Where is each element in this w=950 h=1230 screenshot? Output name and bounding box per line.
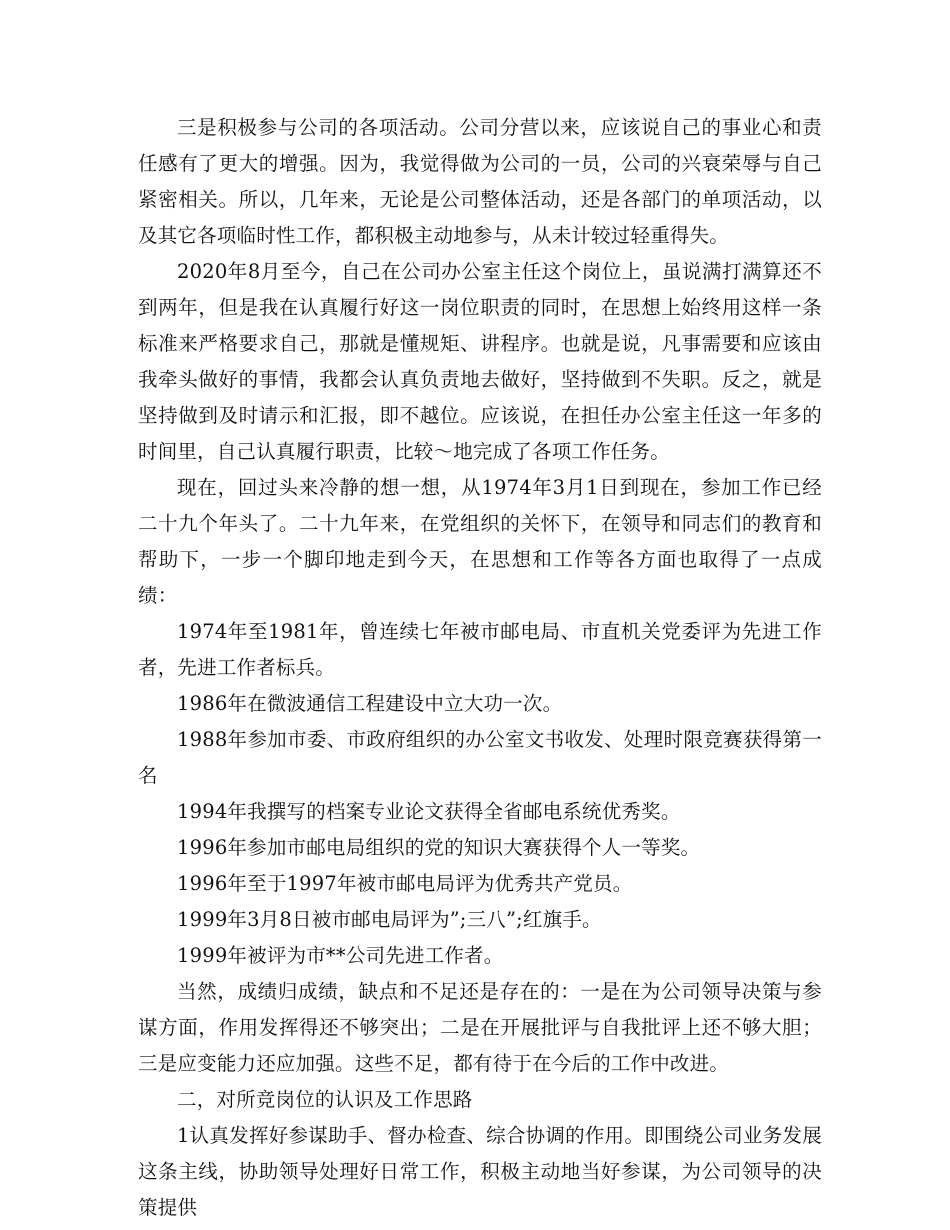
list-item: 1986年在微波通信工程建设中立大功一次。 xyxy=(177,692,563,715)
list-item: 1999年3月8日被市邮电局评为”;三八”;红旗手。 xyxy=(177,908,602,931)
paragraph-activities: 三是积极参与公司的各项活动。公司分营以来，应该说自己的事业心和责任感有了更大的增强。因为，我觉得做为公司的一员，公司的兴衰荣辱与自己紧密相关。所以，几年来，无论是公司整体活动，还是各部门的单项活动，以及其它各项临时性工作，都积极主动地参与，从未计较过轻重得失。 xyxy=(138,116,822,247)
list-item: 1996年至于1997年被市邮电局评为优秀共产党员。 xyxy=(177,872,633,895)
list-item: 1999年被评为市**公司先进工作者。 xyxy=(177,944,504,967)
paragraph-achievements-intro: 现在，回过头来冷静的想一想，从1974年3月1日到现在，参加工作已经二十九个年头了。二十九年来，在党组织的关怀下，在领导和同志们的教育和帮助下，一步一个脚印地走到今天，在思想和工作等各方面也取得了一点成绩： xyxy=(138,476,822,607)
list-item: 1996年参加市邮电局组织的党的知识大赛获得个人一等奖。 xyxy=(177,836,701,859)
paragraph-office-director: 2020年8月至今，自己在公司办公室主任这个岗位上，虽说满打满算还不到两年，但是我在认真履行好这一岗位职责的同时，在思想上始终用这样一条标准来严格要求自己，那就是懂规矩、讲程序。也就是说，凡事需要和应该由我牵头做好的事情，我都会认真负责地去做好，坚持做到不失职。反之，就是坚持做到及时请示和汇报，即不越位。应该说，在担任办公室主任这一年多的时间里，自己认真履行职责，比较～地完成了各项工作任务。 xyxy=(138,260,822,463)
paragraph-shortcomings: 当然，成绩归成绩，缺点和不足还是存在的：一是在为公司领导决策与参谋方面，作用发挥得还不够突出；二是在开展批评与自我批评上还不够大胆；三是应变能力还应加强。这些不足，都有待于在今后的工作中改进。 xyxy=(138,980,822,1075)
list-item: 1988年参加市委、市政府组织的办公室文书收发、处理时限竞赛获得第一名 xyxy=(138,728,822,787)
document-body xyxy=(138,110,822,1226)
list-item: 1974年至1981年，曾连续七年被市邮电局、市直机关党委评为先进工作者，先进工作者标兵。 xyxy=(138,620,822,679)
section-heading: 二，对所竞岗位的认识及工作思路 xyxy=(177,1088,473,1111)
list-item: 1994年我撰写的档案专业论文获得全省邮电系统优秀奖。 xyxy=(177,800,681,823)
paragraph-work-plan: 1认真发挥好参谋助手、督办检查、综合协调的作用。即围绕公司业务发展这条主线，协助领导处理好日常工作，积极主动地当好参谋，为公司领导的决策提供 xyxy=(138,1124,822,1219)
